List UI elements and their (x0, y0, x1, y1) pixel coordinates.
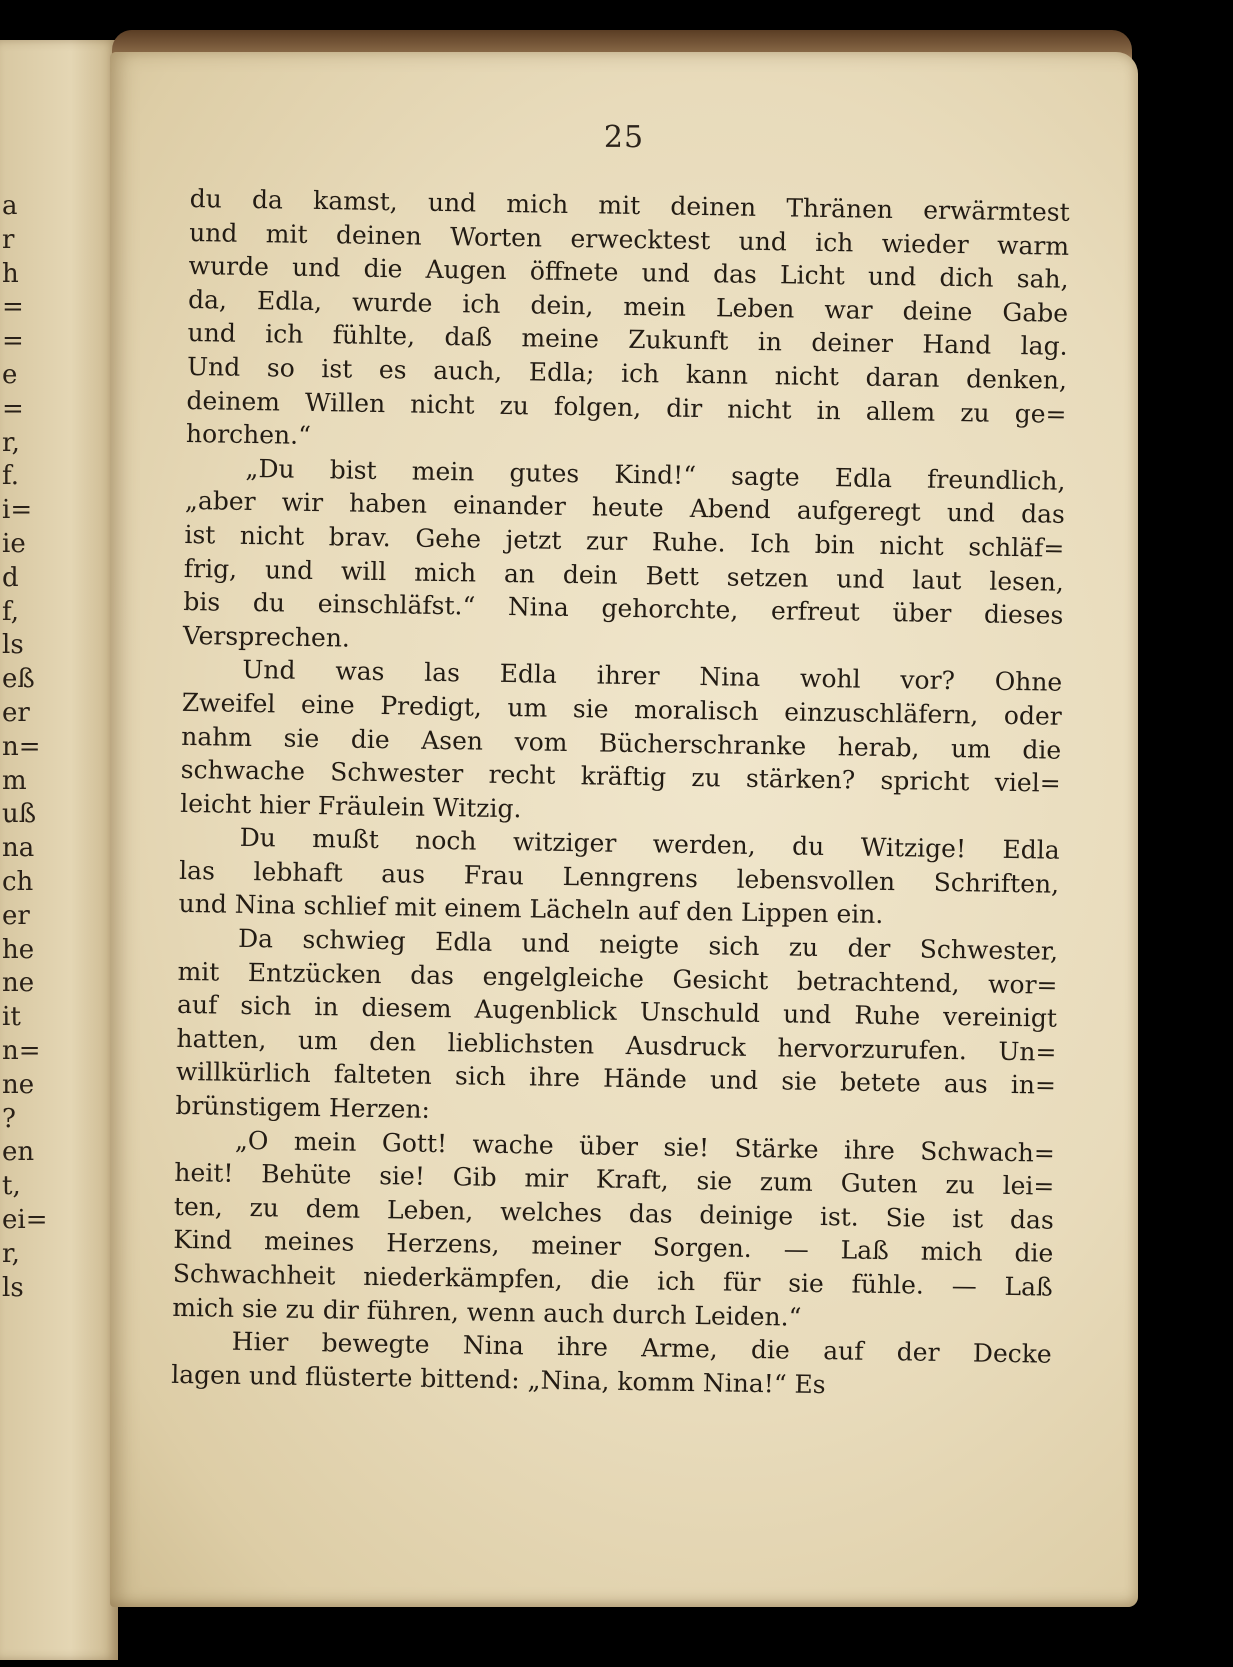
previous-page-fragment: er (2, 697, 30, 728)
previous-page-fragment: er (2, 900, 30, 931)
previous-page-fragment: he (2, 934, 35, 965)
previous-page-fragment: n= (2, 1035, 41, 1066)
text-line: Zweifel eine Predigt, um sie moralisch einzuschläfern, oder (181, 687, 1062, 731)
previous-page-fragment: ne (2, 1069, 35, 1100)
text-line: schwache Schwester recht kräftig zu stärken? spricht viel= (180, 755, 1061, 798)
text-line: du da kamst, und mich mit deinen Thränen erwärmtest (189, 183, 1070, 227)
previous-page-fragment: ne (2, 968, 35, 999)
text-line: mich sie zu dir führen, wenn auch durch Leiden.“ (172, 1292, 802, 1332)
previous-page-fragment: na (2, 833, 35, 864)
previous-page-fragment: ? (2, 1103, 16, 1134)
text-line: heit! Behüte sie! Gib mir Kraft, sie zum Guten zu lei= (174, 1158, 1055, 1201)
text-line: wurde und die Augen öffnete und das Licht und dich sah, (188, 251, 1069, 294)
previous-page-text-fragments (2, 190, 48, 1305)
text-line: „O mein Gott! wache über sie! Stärke ihre Schwach= (234, 1125, 1056, 1168)
text-line: da, Edla, wurde ich dein, mein Leben war deine Gabe (187, 284, 1069, 328)
text-line: las lebhaft aus Frau Lenngrens lebensvollen Schriften, (178, 855, 1060, 899)
text-line: Und was las Edla ihrer Nina wohl vor? Ohne (242, 655, 1063, 698)
page-body-text (171, 182, 1070, 1405)
previous-page-fragment: d (2, 562, 19, 593)
text-line: ten, zu dem Leben, welches das deinige ist. Sie ist das (173, 1191, 1055, 1235)
text-line: deinem Willen nicht zu folgen, dir nicht in allem zu ge= (186, 385, 1067, 429)
text-line: mit Entzücken das engelgleiche Gesicht betrachtend, wor= (177, 956, 1058, 1000)
text-line: auf sich in diesem Augenblick Unschuld und Ruhe vereinigt (176, 990, 1058, 1033)
previous-page-fragment: = (2, 393, 24, 424)
previous-page-fragment: en (2, 1137, 35, 1168)
previous-page-fragment: uß (2, 799, 37, 830)
previous-page-fragment: ls (2, 1272, 24, 1303)
text-line: ist nicht brav. Gehe jetzt zur Ruhe. Ich bin nicht schläf= (184, 519, 1065, 563)
book-page (110, 52, 1138, 1607)
previous-page-fragment: ch (2, 866, 34, 897)
previous-page-fragment: r, (2, 427, 20, 458)
text-line: „Du bist mein gutes Kind!“ sagte Edla freundlich, (245, 453, 1066, 496)
text-line: und Nina schlief mit einem Lächeln auf den Lippen ein. (178, 889, 884, 930)
previous-page-fragment: r, (2, 1238, 20, 1269)
text-line: Schwachheit niederkämpfen, die ich für sie fühle. — Laß (172, 1258, 1053, 1302)
text-line: brünstigem Herzen: (175, 1090, 431, 1124)
previous-page-fragment: t, (2, 1171, 21, 1202)
previous-page-fragment: h (2, 258, 19, 289)
text-line: und mit deinen Worten erwecktest und ich wieder warm (188, 217, 1070, 261)
previous-page-fragment: f. (2, 461, 19, 492)
previous-page-edge (0, 40, 118, 1660)
previous-page-fragment: m (2, 765, 27, 796)
previous-page-fragment: it (2, 1002, 21, 1033)
previous-page-fragment: f, (2, 596, 19, 627)
text-line: Kind meines Herzens, meiner Sorgen. — Laß mich die (173, 1225, 1054, 1269)
previous-page-fragment: = (2, 292, 24, 323)
text-line: „aber wir haben einander heute Abend aufgeregt und das (184, 486, 1066, 530)
previous-page-fragment: = (2, 326, 24, 357)
text-line: und ich fühlte, daß meine Zukunft in deiner Hand lag. (187, 318, 1068, 362)
text-line: leicht hier Fräulein Witzig. (180, 788, 522, 823)
previous-page-fragment: e (2, 359, 18, 390)
page-number: 25 (603, 120, 645, 155)
previous-page-fragment: ls (2, 630, 24, 661)
previous-page-fragment: a (2, 191, 18, 221)
previous-page-fragment: n= (2, 731, 41, 762)
text-line: bis du einschläfst.“ Nina gehorchte, erfreut über dieses (183, 587, 1064, 630)
previous-page-fragment: eß (2, 664, 35, 695)
text-line: Da schwieg Edla und neigte sich zu der Schwester, (237, 923, 1059, 966)
text-line: Und so ist es auch, Edla; ich kann nicht daran denken, (186, 351, 1068, 395)
text-line: horchen.“ (185, 419, 312, 451)
text-line: lagen und flüsterte bittend: „Nina, komm Nina!“ Es (171, 1359, 826, 1399)
previous-page-fragment: ei= (2, 1204, 48, 1235)
text-line: Versprechen. (182, 620, 351, 653)
previous-page-fragment: ie (2, 528, 26, 559)
text-line: nahm sie die Asen vom Bücherschranke herab, um die (181, 721, 1062, 765)
previous-page-fragment: r (2, 224, 15, 255)
text-line: hatten, um den lieblichsten Ausdruck hervorzurufen. Un= (176, 1023, 1057, 1067)
text-line: Hier bewegte Nina ihre Arme, die auf der Decke (231, 1326, 1052, 1369)
text-line: Du mußt noch witziger werden, du Witzige! Edla (239, 823, 1060, 866)
previous-page-fragment: i= (2, 495, 33, 526)
text-line: frig, und will mich an dein Bett setzen und laut lesen, (183, 553, 1065, 597)
text-line: willkürlich falteten sich ihre Hände und sie betete aus in= (175, 1057, 1057, 1101)
